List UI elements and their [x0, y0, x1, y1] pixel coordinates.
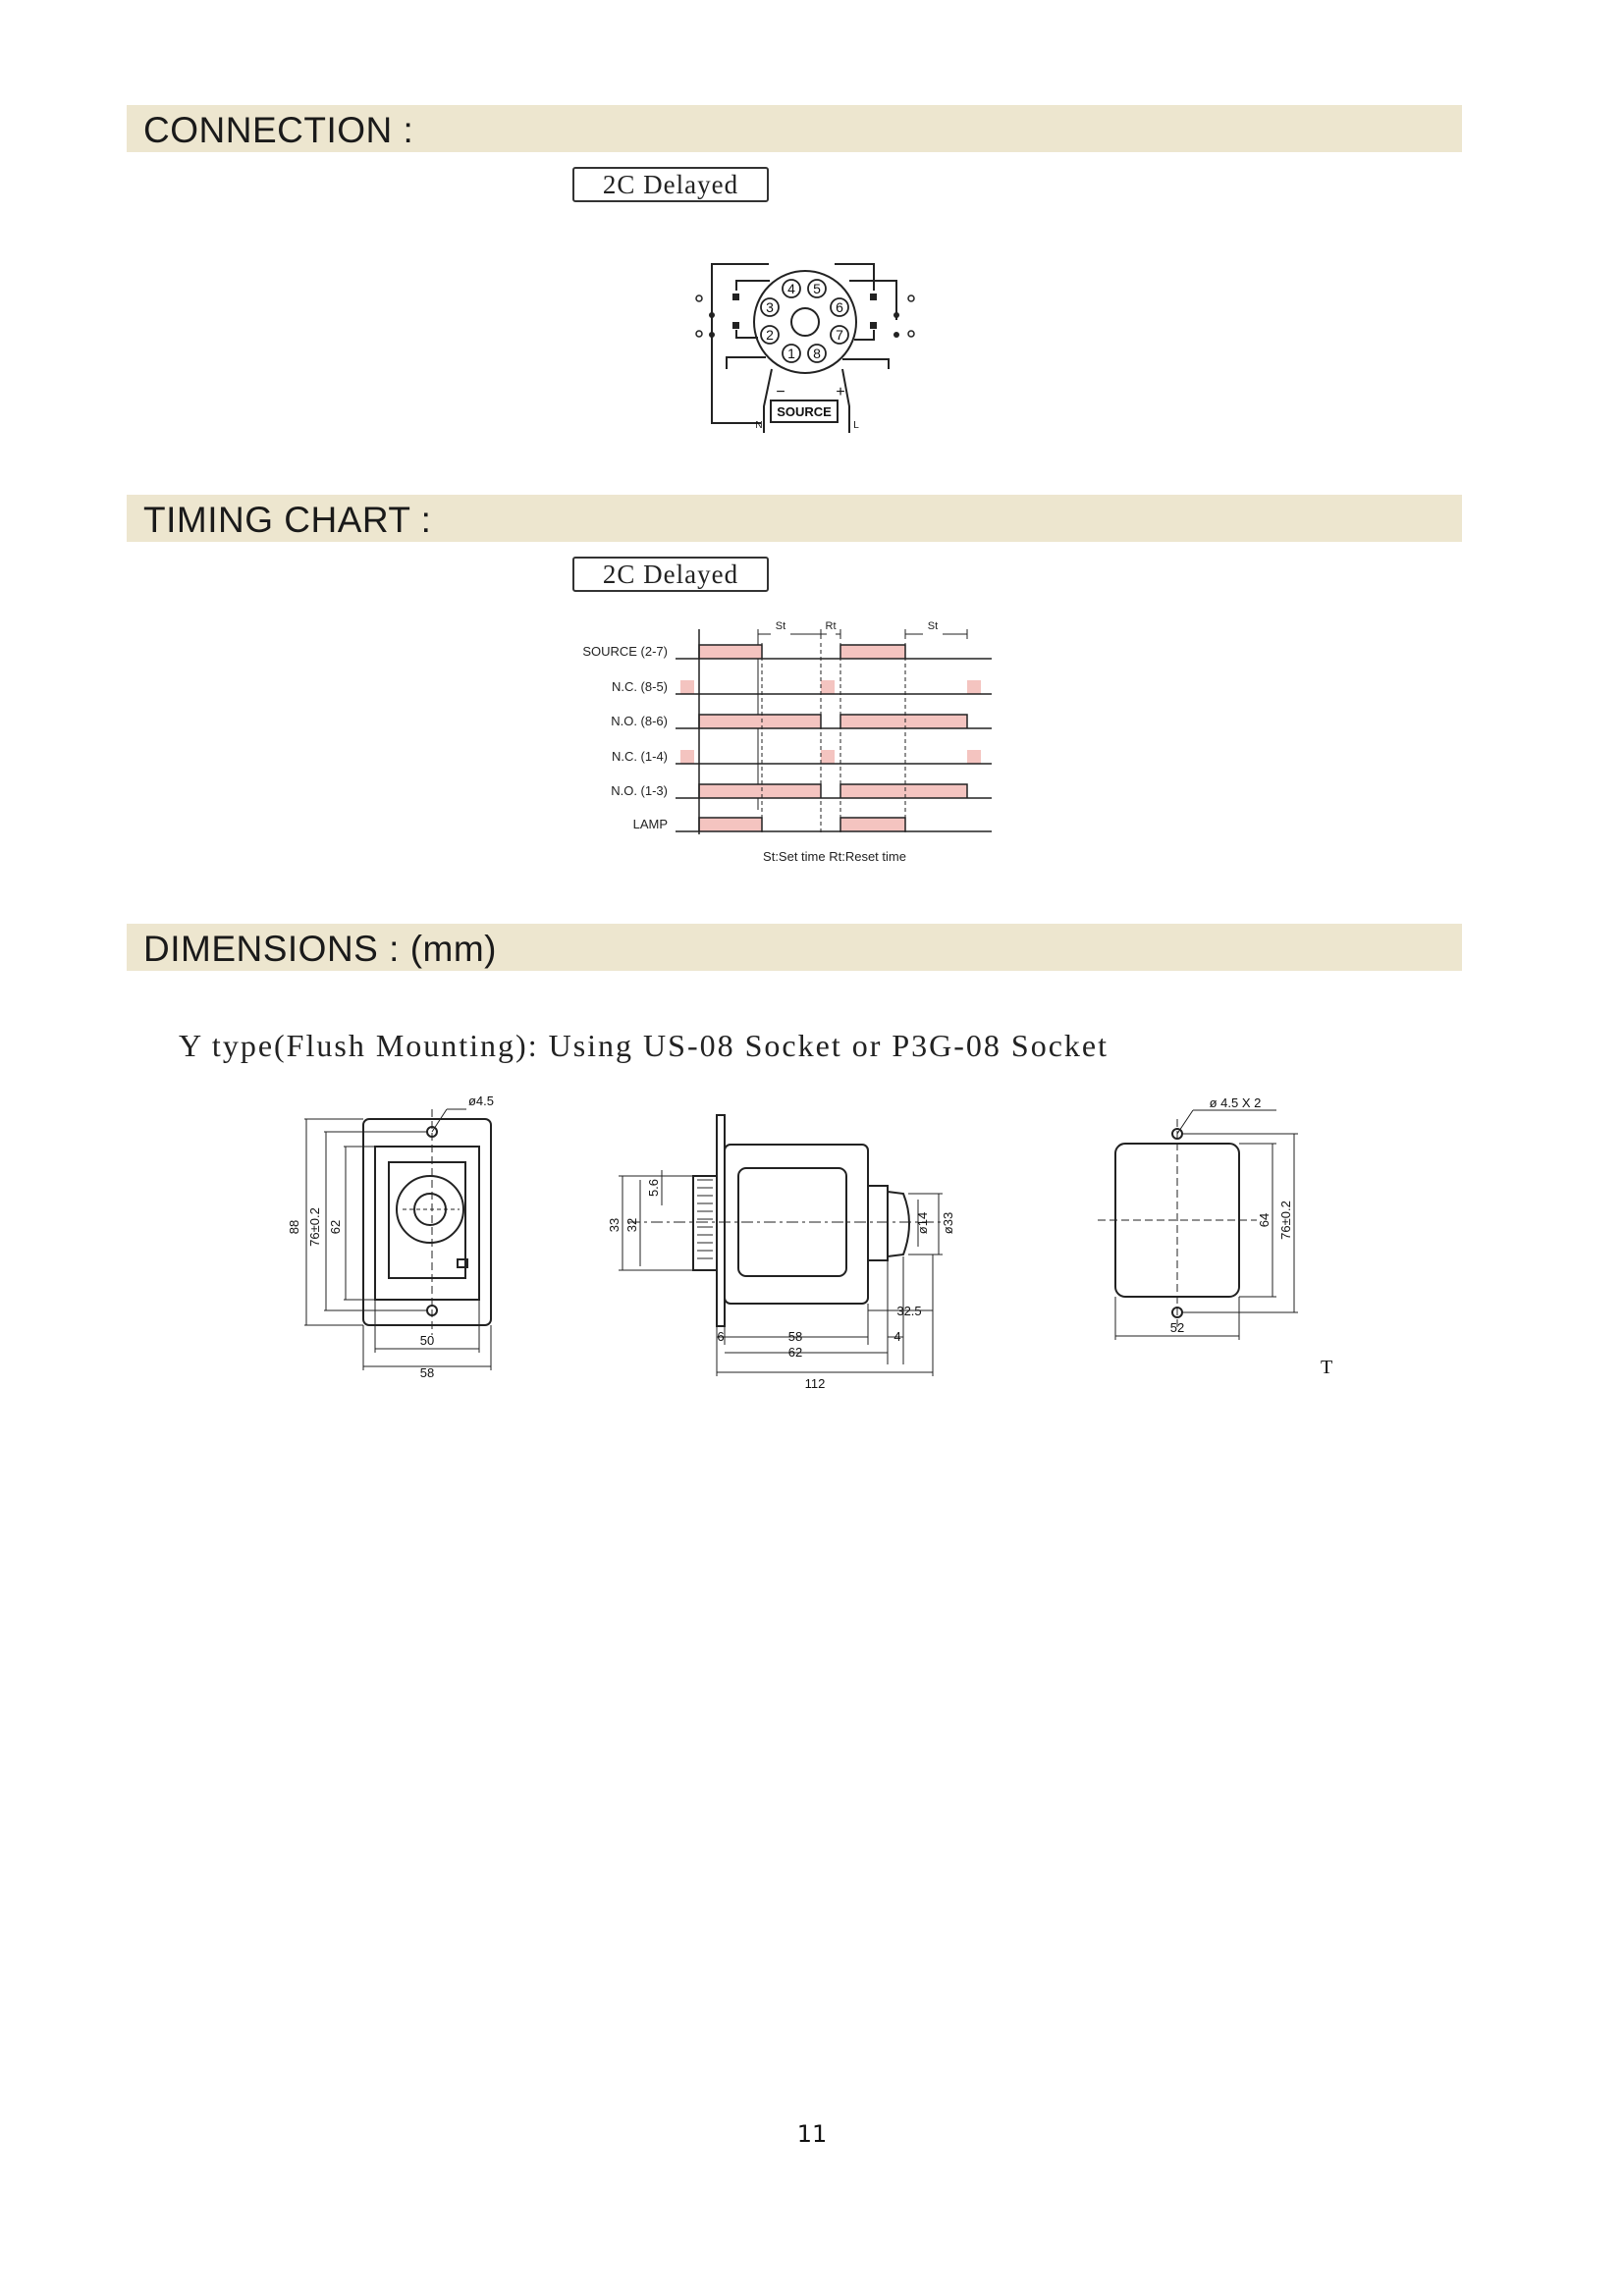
stray-mark: T [1321, 1357, 1333, 1378]
side-dim-62: 62 [787, 1345, 803, 1360]
front-view-drawing [285, 1090, 520, 1384]
side-dim-32: 32 [624, 1217, 639, 1233]
connection-diagram [687, 232, 923, 438]
row-label-no-86: N.O. (8-6) [611, 714, 668, 728]
side-dim-32-5: 32.5 [896, 1304, 922, 1318]
front-inner-dim: 62 [328, 1219, 343, 1235]
pin-6-label: 6 [836, 299, 843, 315]
side-dim-58: 58 [787, 1329, 803, 1344]
cutout-height-dim: 64 [1257, 1212, 1272, 1228]
front-mount-dim: 76±0.2 [307, 1207, 322, 1247]
section-header-connection [127, 105, 1462, 152]
source-label: SOURCE [777, 404, 832, 419]
cutout-hole-dim: ø 4.5 X 2 [1209, 1095, 1262, 1110]
pin-7-label: 7 [836, 327, 843, 343]
line-label: L [853, 420, 859, 431]
row-label-nc-14: N.C. (1-4) [611, 749, 668, 764]
interval-label-rt: Rt [825, 620, 837, 632]
front-height-dim: 88 [287, 1219, 301, 1235]
section-title: TIMING CHART : [143, 500, 432, 540]
front-width-dim: 58 [419, 1365, 435, 1380]
timing-variant-label: 2C Delayed [572, 557, 769, 592]
side-dim-112: 112 [804, 1376, 826, 1391]
pin-5-label: 5 [813, 281, 821, 296]
pin-1-label: 1 [787, 346, 795, 361]
section-header-dimensions [127, 924, 1462, 971]
pin-2-label: 2 [766, 327, 774, 343]
row-label-no-13: N.O. (1-3) [611, 783, 668, 798]
side-dim-4: 4 [893, 1329, 901, 1344]
pin-8-label: 8 [813, 346, 821, 361]
front-hole-dim: ø4.5 [467, 1094, 495, 1108]
side-dim-phi33: ø33 [941, 1211, 955, 1235]
panel-cutout-drawing [1090, 1095, 1326, 1350]
row-label-lamp: LAMP [632, 817, 668, 831]
interval-label-st: St [775, 620, 786, 632]
minus-sign: − [776, 384, 785, 400]
side-dim-33: 33 [607, 1217, 622, 1233]
timing-legend: St:Set time Rt:Reset time [763, 849, 906, 864]
side-dim-phi14: ø14 [915, 1211, 930, 1235]
cutout-mount-dim: 76±0.2 [1278, 1201, 1293, 1240]
side-view-drawing [609, 1109, 962, 1389]
cutout-width-dim: 52 [1169, 1320, 1185, 1335]
row-label-source: SOURCE (2-7) [582, 644, 668, 659]
side-dim-5-6: 5.6 [646, 1178, 661, 1198]
socket-outline [754, 271, 856, 373]
connection-variant-label: 2C Delayed [572, 167, 769, 202]
pin-4-label: 4 [787, 281, 795, 296]
side-dim-6: 6 [717, 1329, 725, 1344]
interval-label-st: St [927, 620, 939, 632]
row-label-nc-85: N.C. (8-5) [611, 679, 668, 694]
timing-chart [569, 614, 1001, 879]
front-inner-width-dim: 50 [419, 1333, 435, 1348]
plus-sign: + [836, 384, 845, 400]
dimensions-caption: Y type(Flush Mounting): Using US-08 Socket or P3G-08 Socket [179, 1028, 1110, 1063]
socket-center-key [791, 308, 819, 336]
section-title: CONNECTION : [143, 110, 414, 150]
section-header-timing [127, 495, 1462, 542]
neutral-label: N [755, 420, 763, 431]
section-title: DIMENSIONS : (mm) [143, 929, 497, 969]
page-number: 11 [796, 2120, 828, 2148]
pin-3-label: 3 [766, 299, 774, 315]
